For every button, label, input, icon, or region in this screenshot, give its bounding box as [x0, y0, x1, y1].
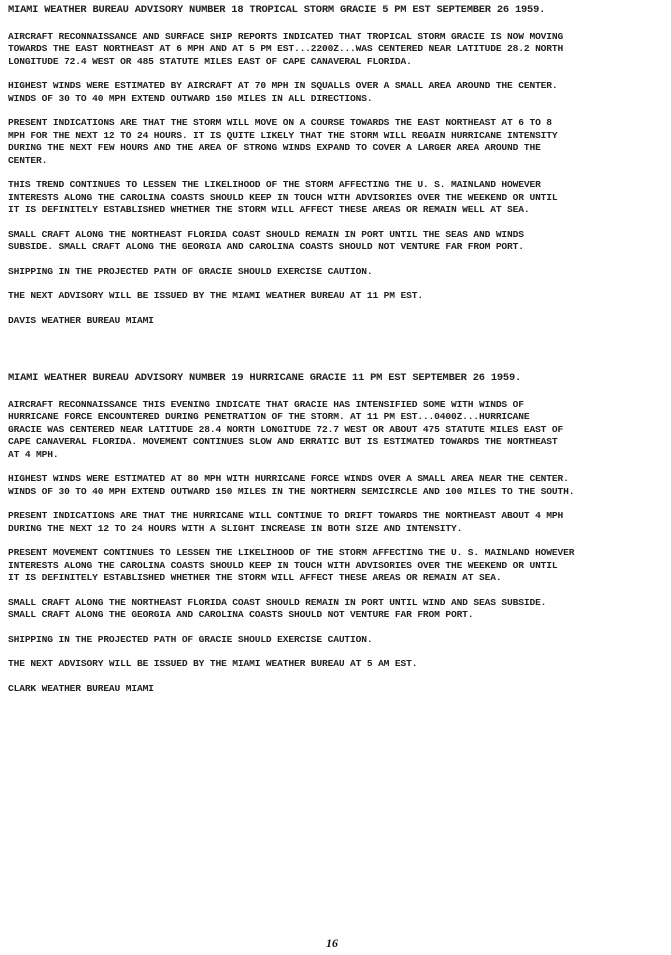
advisory-paragraph: HIGHEST WINDS WERE ESTIMATED AT 80 MPH WITH HURRICANE FORCE WINDS OVER A SMALL AREA NEAR THE CENTER. WINDS OF 30 TO 40 MPH EXTEND OUTWARD 150 MILES IN THE NORTHERN SEMICIRCLE AND 100 MILES TO THE SOUTH. — [8, 473, 575, 497]
advisory-paragraph: SHIPPING IN THE PROJECTED PATH OF GRACIE SHOULD EXERCISE CAUTION. — [8, 265, 373, 277]
advisory-paragraph: SMALL CRAFT ALONG THE NORTHEAST FLORIDA COAST SHOULD REMAIN IN PORT UNTIL WIND AND SEAS SUBSIDE. SMALL CRAFT ALONG THE GEORGIA AND CAROLINA COASTS SHOULD NOT VENTURE FAR FROM PORT. — [8, 596, 547, 620]
advisory-paragraph: SHIPPING IN THE PROJECTED PATH OF GRACIE SHOULD EXERCISE CAUTION. — [8, 633, 373, 645]
page-number: 16 — [326, 936, 338, 950]
advisory-signature: CLARK WEATHER BUREAU MIAMI — [8, 682, 154, 694]
advisory-paragraph: SMALL CRAFT ALONG THE NORTHEAST FLORIDA COAST SHOULD REMAIN IN PORT UNTIL THE SEAS AND WINDS SUBSIDE. SMALL CRAFT ALONG THE GEORGIA AND CAROLINA COASTS SHOULD NOT VENTURE FAR FROM PORT. — [8, 228, 524, 252]
advisory-paragraph: PRESENT INDICATIONS ARE THAT THE HURRICANE WILL CONTINUE TO DRIFT TOWARDS THE NORTHEAST ABOUT 4 MPH DURING THE NEXT 12 TO 24 HOURS WITH A SLIGHT INCREASE IN BOTH SIZE AND INTENSITY. — [8, 510, 564, 534]
advisory-paragraph: AIRCRAFT RECONNAISSANCE AND SURFACE SHIP REPORTS INDICATED THAT TROPICAL STORM GRACIE IS NOW MOVING TOWARDS THE EAST NORTHEAST AT 6 MPH AND AT 5 PM EST...2200Z...WAS CENTERED NEAR LATITUDE 28.2 NORTH LONGITUDE 72.4 WEST OR 485 STATUTE MILES EAST OF CAPE CANAVERAL FLORIDA. — [8, 30, 564, 67]
advisory-19 — [8, 372, 668, 707]
advisory-paragraph: PRESENT MOVEMENT CONTINUES TO LESSEN THE LIKELIHOOD OF THE STORM AFFECTING THE U. S. MAINLAND HOWEVER INTERESTS ALONG THE CAROLINA COASTS SHOULD KEEP IN TOUCH WITH ADVISORIES OVER THE WEEKEND OR UNTIL IT IS DEFINITELY ESTABLISHED WHETHER THE STORM WILL AFFECT THESE AREAS OR REMAIN AT SEA. — [8, 547, 575, 583]
advisory-paragraph: THIS TREND CONTINUES TO LESSEN THE LIKELIHOOD OF THE STORM AFFECTING THE U. S. MAINLAND HOWEVER INTERESTS ALONG THE CAROLINA COASTS SHOULD KEEP IN TOUCH WITH ADVISORIES OVER THE WEEKEND OR UNTIL IT IS DEFINITELY ESTABLISHED WHETHER THE STORM WILL AFFECT THESE AREAS OR REMAIN WELL AT SEA. — [8, 179, 558, 215]
advisory-paragraph: AIRCRAFT RECONNAISSANCE THIS EVENING INDICATE THAT GRACIE HAS INTENSIFIED SOME WITH WINDS OF HURRICANE FORCE ENCOUNTERED DURING PENETRATION OF THE STORM. AT 11 PM EST...0400Z...HURRICANE GRACIE WAS CENTERED NEAR LATITUDE 28.4 NORTH LONGITUDE 72.7 WEST OR ABOUT 475 STATUTE MILES EAST OF CAPE CANAVERAL FLORIDA. MOVEMENT CONTINUES SLOW AND ERRATIC BUT IS ESTIMATED TOWARDS THE NORTHEAST AT 4 MPH. — [8, 398, 564, 460]
advisory-header: MIAMI WEATHER BUREAU ADVISORY NUMBER 18 TROPICAL STORM GRACIE 5 PM EST SEPTEMBER 26 1959. — [8, 4, 546, 16]
advisory-signature: DAVIS WEATHER BUREAU MIAMI — [8, 314, 154, 326]
advisory-paragraph: THE NEXT ADVISORY WILL BE ISSUED BY THE MIAMI WEATHER BUREAU AT 5 AM EST. — [8, 658, 418, 669]
advisory-18 — [8, 4, 668, 339]
advisory-paragraph: THE NEXT ADVISORY WILL BE ISSUED BY THE MIAMI WEATHER BUREAU AT 11 PM EST. — [8, 290, 423, 301]
advisory-header: MIAMI WEATHER BUREAU ADVISORY NUMBER 19 HURRICANE GRACIE 11 PM EST SEPTEMBER 26 1959. — [8, 372, 522, 384]
advisory-paragraph: HIGHEST WINDS WERE ESTIMATED BY AIRCRAFT AT 70 MPH IN SQUALLS OVER A SMALL AREA AROUND THE CENTER. WINDS OF 30 TO 40 MPH EXTEND OUTWARD 150 MILES IN ALL DIRECTIONS. — [8, 80, 558, 104]
advisory-paragraph: PRESENT INDICATIONS ARE THAT THE STORM WILL MOVE ON A COURSE TOWARDS THE EAST NORTHEAST AT 6 TO 8 MPH FOR THE NEXT 12 TO 24 HOURS. IT IS QUITE LIKELY THAT THE STORM WILL REGAIN HURRICANE INTENSITY DURING THE NEXT FEW HOURS AND THE AREA OF STRONG WINDS EXPAND TO COVER A LARGER AREA AROUND THE CENTER. — [8, 117, 558, 166]
